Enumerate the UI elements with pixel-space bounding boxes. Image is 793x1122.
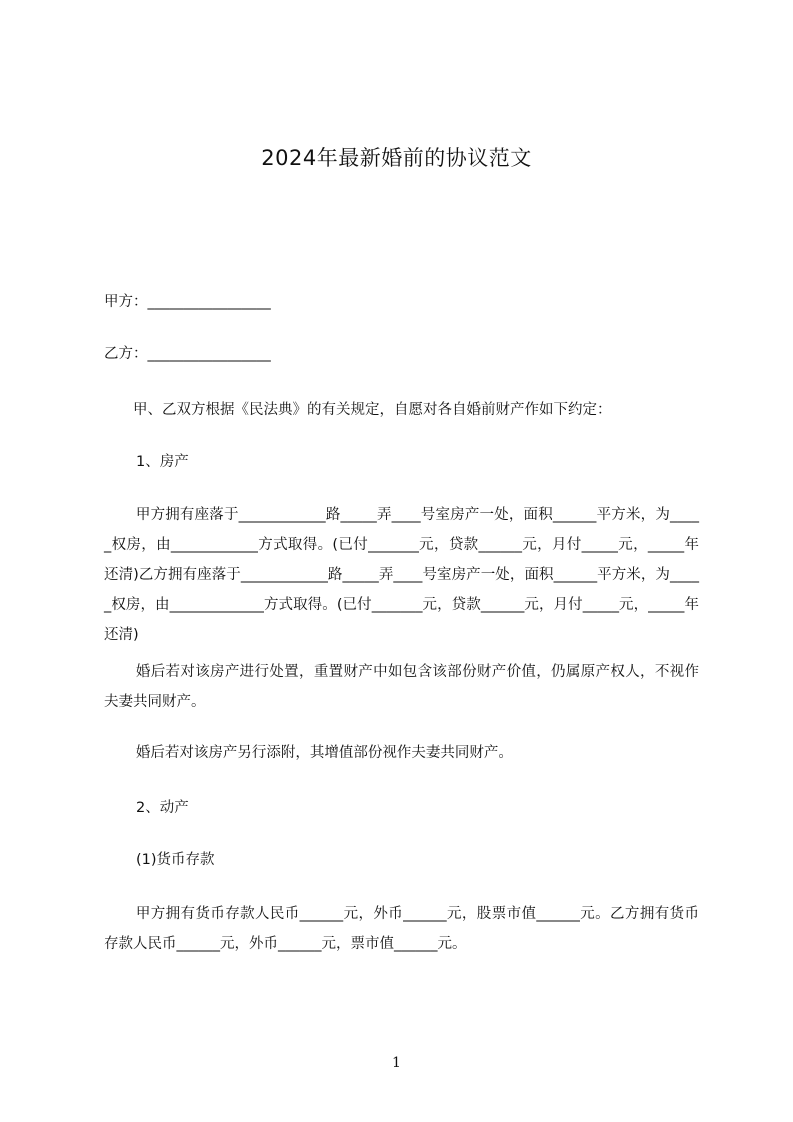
section-house-heading: 1、房产 (136, 454, 189, 470)
deposit-paragraph: 甲方拥有货币存款人民币______元，外币______元，股票市值______元。乙方拥有货币存款人民币______元，外币______元，票市值______元。 (104, 906, 699, 952)
document-title: 2024年最新婚前的协议范文 (261, 146, 532, 170)
section-movable-heading: 2、动产 (136, 800, 189, 816)
party-b-line: 乙方：_________________ (104, 346, 271, 362)
house-addition-paragraph: 婚后若对该房产另行添附，其增值部份视作夫妻共同财产。 (135, 745, 513, 761)
house-ownership-paragraph: 甲方拥有座落于____________路_____弄____号室房产一处，面积______平方米，为_____权房，由____________方式取得。(已付_______元，贷款______元，月付_____元，_____年还清)乙方拥有座落于____________路_____弄____号室房产一处，面积______平方米，为_____权房，由_____________方式取得。(已付_______元，贷款______元，月付_____元，_____年还清) (104, 507, 699, 643)
intro-paragraph: 甲、乙双方根据《民法典》的有关规定，自愿对各自婚前财产作如下约定： (133, 402, 612, 418)
party-a-line: 甲方：_________________ (104, 294, 271, 310)
house-disposal-paragraph: 婚后若对该房产进行处置，重置财产中如包含该部份财产价值，仍属原产权人，不视作夫妻共同财产。 (104, 664, 699, 710)
deposit-subheading: (1)货币存款 (136, 852, 215, 868)
page-number: 1 (392, 1055, 401, 1071)
